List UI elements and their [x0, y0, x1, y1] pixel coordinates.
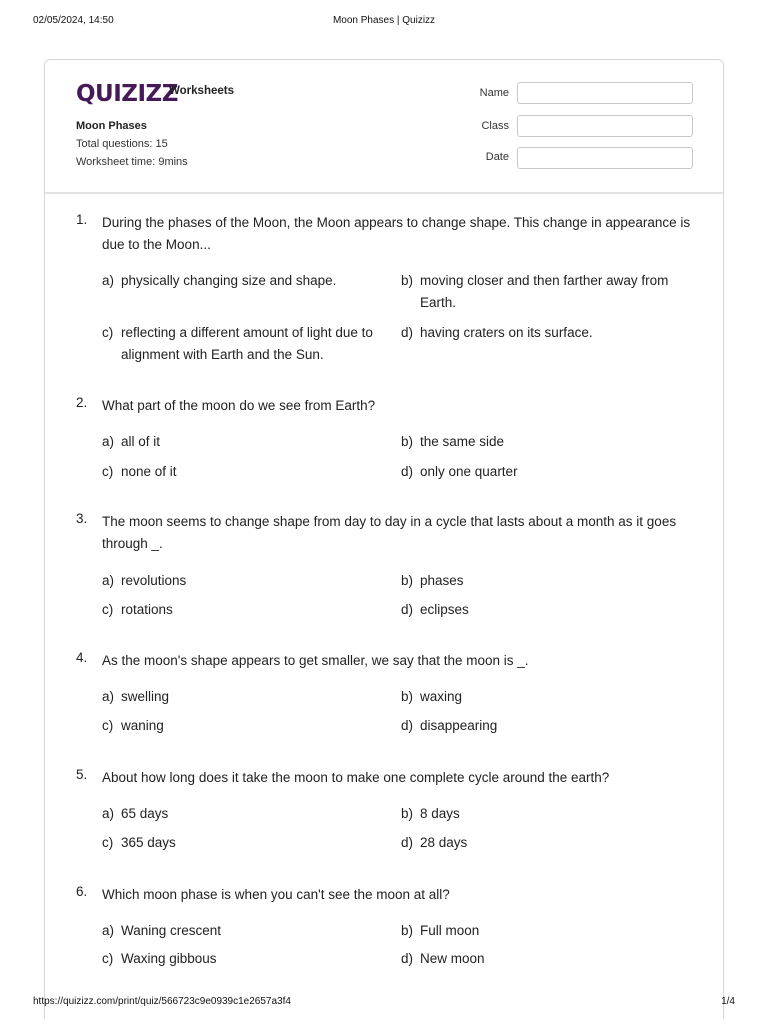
option-text: 65 days: [121, 806, 169, 821]
option-text: phases: [420, 573, 464, 588]
print-datetime: 02/05/2024, 14:50: [33, 15, 114, 26]
option-key: c): [102, 325, 114, 340]
question-text: Which moon phase is when you can't see the moon at all?: [102, 887, 450, 902]
date-field[interactable]: [517, 147, 693, 169]
total-questions: Total questions: 15: [76, 138, 168, 150]
worksheet-time: Worksheet time: 9mins: [76, 156, 188, 168]
page-number: 1/4: [721, 996, 735, 1007]
option-text: the same side: [420, 434, 505, 449]
option-key: b): [401, 689, 414, 704]
print-title: Moon Phases | Quizizz: [332, 15, 436, 26]
option-text: revolutions: [121, 573, 187, 588]
option-key: c): [102, 464, 114, 479]
option-text: all of it: [121, 434, 161, 449]
option-key: c): [102, 718, 114, 733]
print-url[interactable]: https://quizizz.com/print/quiz/566723c9e0939c1e2657a3f4: [33, 996, 291, 1007]
option-text: physically changing size and shape.: [121, 273, 337, 288]
name-label: Name: [479, 87, 509, 99]
question-number: 2.: [76, 395, 88, 410]
option-key: b): [401, 273, 414, 288]
class-label: Class: [481, 120, 509, 132]
quizizz-logo: QUIZIZZ: [76, 81, 178, 107]
class-field[interactable]: [517, 115, 693, 137]
print-header: [33, 15, 735, 29]
option-key: b): [401, 806, 414, 821]
option-key: b): [401, 923, 414, 938]
option-key: d): [401, 718, 414, 733]
option-key: a): [102, 806, 115, 821]
option-text: New moon: [420, 951, 485, 966]
option-key: a): [102, 689, 115, 704]
option-text: only one quarter: [420, 464, 518, 479]
option-text: 365 days: [121, 835, 176, 850]
option-text: none of it: [121, 464, 177, 479]
question-number: 5.: [76, 767, 88, 782]
worksheet-title: Moon Phases: [76, 120, 147, 132]
question-text: What part of the moon do we see from Earth?: [102, 398, 376, 413]
option-key: d): [401, 464, 414, 479]
option-text: disappearing: [420, 718, 498, 733]
worksheet-card: [44, 59, 724, 1019]
question-text: About how long does it take the moon to make one complete cycle around the earth?: [102, 770, 610, 785]
option-key: d): [401, 602, 414, 617]
option-text: 8 days: [420, 806, 460, 821]
option-text: waning: [121, 718, 164, 733]
option-text: reflecting a different amount of light due to alignment with Earth and the Sun.: [121, 325, 373, 362]
option-text: Waning crescent: [121, 923, 222, 938]
option-key: b): [401, 434, 414, 449]
question-text: The moon seems to change shape from day to day in a cycle that lasts about a month as it goes through _.: [102, 514, 677, 551]
option-text: Full moon: [420, 923, 480, 938]
brand-product-label: Worksheets: [169, 85, 234, 97]
question-number: 3.: [76, 511, 88, 526]
option-text: eclipses: [420, 602, 469, 617]
print-footer: [33, 996, 735, 1010]
option-text: moving closer and then farther away from Earth.: [420, 273, 669, 310]
option-key: a): [102, 923, 115, 938]
question-number: 4.: [76, 650, 88, 665]
worksheet-header: [45, 60, 723, 194]
question-text: During the phases of the Moon, the Moon appears to change shape. This change in appearance is due to the Moon...: [102, 215, 691, 252]
question-number: 6.: [76, 884, 88, 899]
date-label: Date: [485, 151, 509, 163]
name-field[interactable]: [517, 82, 693, 104]
option-key: a): [102, 273, 115, 288]
option-text: swelling: [121, 689, 170, 704]
option-key: a): [102, 573, 115, 588]
option-text: Waxing gibbous: [121, 951, 217, 966]
question-text: As the moon's shape appears to get smaller, we say that the moon is _.: [102, 653, 529, 668]
option-key: b): [401, 573, 414, 588]
question-number: 1.: [76, 212, 88, 227]
option-text: having craters on its surface.: [420, 325, 593, 340]
option-text: 28 days: [420, 835, 468, 850]
option-key: c): [102, 602, 114, 617]
option-key: c): [102, 835, 114, 850]
option-key: d): [401, 835, 414, 850]
option-key: a): [102, 434, 115, 449]
option-key: c): [102, 951, 114, 966]
option-key: d): [401, 951, 414, 966]
option-key: d): [401, 325, 414, 340]
option-text: rotations: [121, 602, 173, 617]
option-text: waxing: [420, 689, 463, 704]
